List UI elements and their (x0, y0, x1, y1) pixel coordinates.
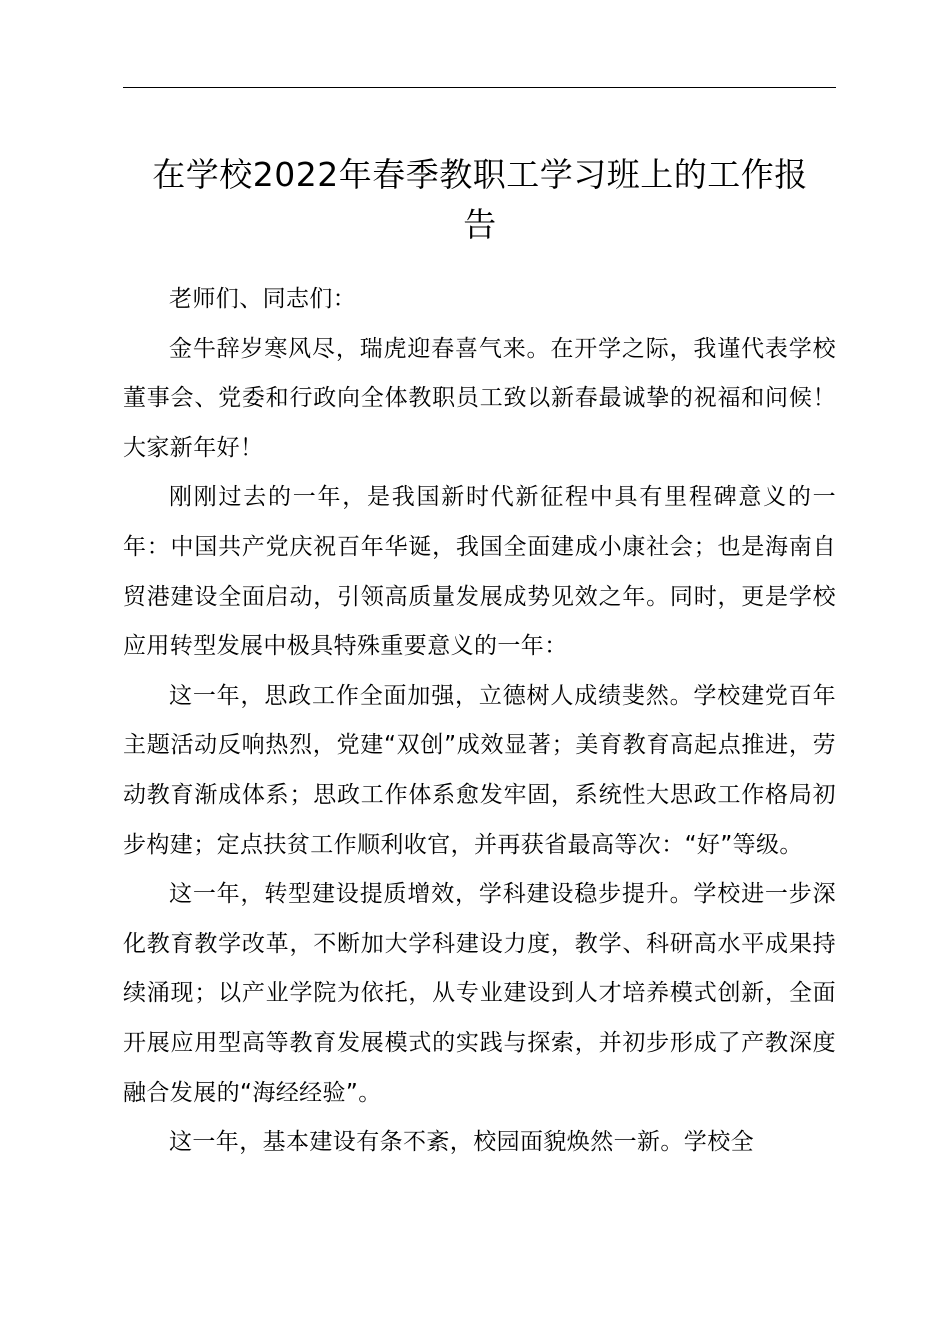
paragraph-review-year: 刚刚过去的一年，是我国新时代新征程中具有里程碑意义的一年：中国共产党庆祝百年华诞，我国全面建成小康社会；也是海南自贸港建设全面启动，引领高质量发展成势见效之年。同时，更是学校应用转型发展中极具特殊重要意义的一年： (123, 484, 836, 660)
title-line-1: 在学校2022年春季教职工学习班上的工作报 (152, 155, 808, 194)
paragraph-ideological-work: 这一年，思政工作全面加强，立德树人成绩斐然。学校建党百年主题活动反响热烈，党建“双创”成效显著；美育教育高起点推进，劳动教育渐成体系；思政工作体系愈发牢固，系统性大思政工作格局初步构建；定点扶贫工作顺利收官，并再获省最高等次：“好”等级。 (123, 682, 836, 858)
paragraph-greeting: 金牛辞岁寒风尽，瑞虎迎春喜气来。在开学之际，我谨代表学校董事会、党委和行政向全体教职员工致以新春最诚挚的祝福和问候！大家新年好！ (123, 335, 836, 461)
title-line-2: 告 (463, 205, 497, 244)
paragraph-infrastructure: 这一年，基本建设有条不紊，校园面貌焕然一新。学校全 (169, 1129, 754, 1156)
document-body (123, 275, 836, 1168)
paragraph-transformation: 这一年，转型建设提质增效，学科建设稳步提升。学校进一步深化教育教学改革，不断加大学科建设力度，教学、科研高水平成果持续涌现；以产业学院为依托，从专业建设到人才培养模式创新，全面开展应用型高等教育发展模式的实践与探索，并初步形成了产教深度融合发展的“海经经验”。 (123, 881, 836, 1106)
document-title (110, 150, 850, 250)
salutation: 老师们、同志们： (169, 286, 357, 312)
header-rule (123, 87, 836, 88)
